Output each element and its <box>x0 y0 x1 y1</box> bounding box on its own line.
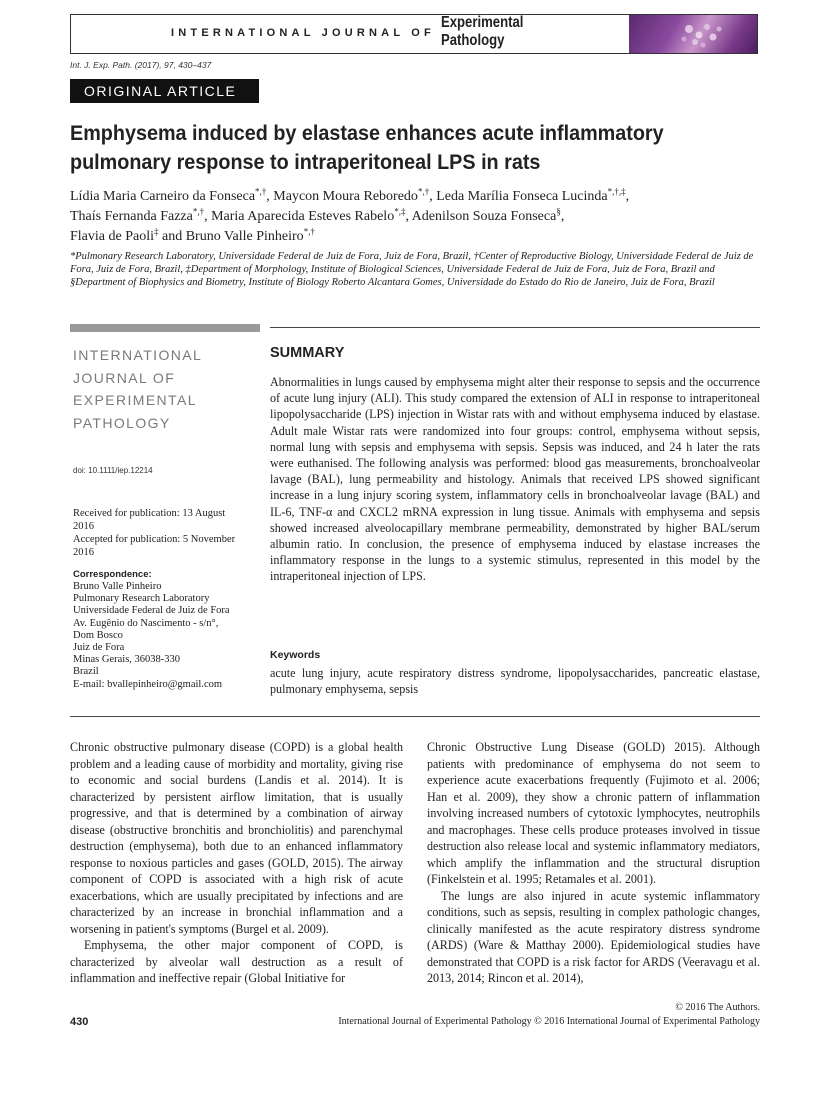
article-type-banner: ORIGINAL ARTICLE <box>70 79 259 103</box>
author-affiliation-mark: ‡ <box>154 226 159 237</box>
journal-name-logo <box>441 14 523 50</box>
correspondence-label: Correspondence: <box>73 569 152 580</box>
citation: Int. J. Exp. Path. (2017), 97, 430–437 <box>70 60 212 70</box>
sidebar-journal-line: EXPERIMENTAL <box>73 392 197 408</box>
page-number: 430 <box>70 1016 89 1028</box>
author-affiliation-mark: *,† <box>417 186 430 197</box>
publication-dates <box>73 507 263 559</box>
author-affiliation-mark: § <box>556 206 561 217</box>
date-line: 2016 <box>73 521 94 532</box>
body-rule <box>70 716 760 717</box>
author-name: Maycon Moura Reboredo <box>273 189 418 204</box>
sidebar-rule <box>70 324 260 332</box>
body-column-right <box>427 739 760 987</box>
correspondence-line: Bruno Valle Pinheiro <box>73 581 162 592</box>
correspondence-address <box>73 581 263 691</box>
sidebar-journal-line: PATHOLOGY <box>73 414 171 431</box>
author-name: Bruno Valle Pinheiro <box>185 229 304 244</box>
doi-link[interactable]: doi: 10.1111/iep.12214 <box>73 466 153 475</box>
author-name: Lídia Maria Carneiro da Fonseca <box>70 189 256 204</box>
date-line: 2016 <box>73 547 94 558</box>
correspondence-line: Juiz de Fora <box>73 642 125 654</box>
body-paragraph: Emphysema, the other major component of COPD, is characterized by alveolar wall destruction as a result of inflammation and ineffective repair (Global Initiative for <box>70 938 403 985</box>
sidebar-journal-name <box>73 344 202 434</box>
correspondence-email[interactable]: E-mail: bvallepinheiro@gmail.com <box>73 678 223 690</box>
correspondence-line: Dom Bosco <box>73 629 123 641</box>
article-title: Emphysema induced by elastase enhances acute inflammatory pulmonary response to intraperitoneal LPS in rats <box>70 121 664 174</box>
correspondence-line: Universidade Federal de Juiz de Fora <box>73 605 230 617</box>
footer-journal-copyright: International Journal of Experimental Pathology © 2016 International Journal of Experimental Pathology <box>338 1016 760 1027</box>
copyright-notice: © 2016 The Authors. <box>675 1002 760 1013</box>
keywords-heading: Keywords <box>270 649 321 661</box>
correspondence-line: Brazil <box>73 666 99 678</box>
author-name: Maria Aparecida Esteves Rabelo <box>211 209 395 224</box>
date-line: Received for publication: 13 August <box>73 508 226 519</box>
body-paragraph: Chronic obstructive pulmonary disease (COPD) is a global health problem and a leading cause of morbidity and mortality, giving rise to economic and social burdens (Landis et al. 2014). It is characterized by persistent airflow limitation, that is usually progressive, and that is determined by a combination of airway disease (obstructive bronchitis and bronchiolitis) and parenchymal destruction (emphysema), both due to an enhanced inflammatory response to noxious particles and gases (GOLD, 2015). The airway component of COPD is associated with a high risk of acute exacerbations, which are usually precipitated by infections and are characterized by an increase in bronchial inflammation and a worsening in patient's symptoms (Burgel et al. 2009). <box>70 740 403 936</box>
journal-name-caps: INTERNATIONAL JOURNAL OF <box>171 27 435 39</box>
correspondence-line: Minas Gerais, 36038-330 <box>73 654 181 666</box>
body-paragraph: Chronic Obstructive Lung Disease (GOLD) 2015). Although patients with predominance of emphysema do not seem to experience acute exacerbations frequently (Fujimoto et al. 2006; Han et al. 2009), they show a chronic pattern of inflammation involving increased numbers of cytotoxic lymphocytes, neutrophils and macrophages. These cells produce proteases involved in tissue destruction also release local and systemic inflammatory mediators, which amplify the inflammation and the structural disruption (Finkelstein et al. 1995; Retamales et al. 2001). <box>427 740 760 886</box>
author-affiliation-mark: *,† <box>255 186 267 197</box>
journal-header <box>70 14 758 54</box>
summary-heading: SUMMARY <box>270 345 345 361</box>
author-affiliation-mark: *,† <box>303 226 315 237</box>
affiliations: *Pulmonary Research Laboratory, Universidade Federal de Juiz de Fora, Juiz de Fora, Brazil, †Center of Reproductive Biology, Universidade Federal de Juiz de Fora, Juiz de Fora, Brazil, ‡Department of Morphology, Institute of Biological Sciences, Universidade Federal de Juiz de Fora, Juiz de Fora, Brazil and §Department of Biophysics and Biometry, Institute of Biology Roberto Alcantara Gomes, Universidade do Estado do Rio de Janeiro, Juiz de Fora, Brazil <box>70 251 754 288</box>
author-name: Flavia de Paoli <box>70 229 154 244</box>
correspondence-line: Pulmonary Research Laboratory <box>73 593 210 605</box>
author-affiliation-mark: *,‡ <box>394 206 406 217</box>
summary-rule <box>270 327 760 328</box>
cover-cells-graphic <box>629 15 757 53</box>
author-affiliation-mark: *,† <box>192 206 205 217</box>
sidebar-journal-line: JOURNAL OF <box>73 369 176 386</box>
body-column-left <box>70 739 403 987</box>
author-connector: and <box>162 229 183 244</box>
journal-logo-line-2: Pathology <box>441 32 505 49</box>
date-line: Accepted for publication: 5 November <box>73 534 236 545</box>
author-name: Thaís Fernanda Fazza <box>70 209 193 224</box>
author-list: Lídia Maria Carneiro da Fonseca*,†, Maycon Moura Reboredo*,†, Leda Marília Fonseca Lucinda*,†,‡, Thaís Fernanda Fazza*,†, Maria Aparecida Esteves Rabelo*,‡, Adenilson Souza Fonseca§, Flavia de Paoli‡ and Bruno Valle Pinheiro*,† <box>70 186 630 244</box>
summary-text: Abnormalities in lungs caused by emphysema might alter their response to sepsis and the occurrence of acute lung injury (ALI). This study compared the extension of ALI in response to intraperitoneal lipopolysaccharide (LPS) injection in Wistar rats with and without emphysema induced by elastase. Adult male Wistar rats were randomized into four groups: control, emphysema without sepsis, normal lung with sepsis and emphysema with sepsis. Sepsis was induced, and 24 h later the rats were euthanised. The following analysis was performed: blood gas measurements, bronchoalveolar lavage (BAL), lung permeability and histology. Animals that received LPS showed significant increase in a lung injury scoring system, inflammatory cells in bronchoalveolar lavage (BAL) and IL-6, TNF-α and CXCL2 mRNA expression in lung tissue. Animals with emphysema and sepsis showed increased alveolocapillary membrane permeability, demonstrated by higher BAL/serum albumin ratio. In conclusion, the presence of emphysema induced by elastase increases the inflammatory response in the lungs to a systemic stimulus, represented in this model by the intraperitoneal injection of LPS. <box>270 375 760 584</box>
body-paragraph: The lungs are also injured in acute systemic inflammatory conditions, such as sepsis, resulting in complex pathologic changes, clinically manifested as the acute respiratory distress syndrome (ARDS) (Ware & Matthay 2000). Epidemiological studies have demonstrated that COPD is a risk factor for ARDS (Veeravagu et al. 2013, 2014; Rincon et al. 2014), <box>427 888 760 985</box>
author-name: Adenilson Souza Fonseca <box>411 209 557 224</box>
journal-logo-line-1: Experimental <box>441 14 524 31</box>
author-affiliation-mark: *,†,‡ <box>607 186 626 197</box>
sidebar-journal-line: INTERNATIONAL <box>73 347 203 363</box>
journal-cover-image <box>629 15 757 53</box>
correspondence-line: Av. Eugênio do Nascimento - s/n°, <box>73 617 219 629</box>
keywords-text: acute lung injury, acute respiratory distress syndrome, lipopolysaccharides, pancreatic elastase, pulmonary emphysema, sepsis <box>270 666 760 697</box>
author-name: Leda Marília Fonseca Lucinda <box>436 189 608 204</box>
